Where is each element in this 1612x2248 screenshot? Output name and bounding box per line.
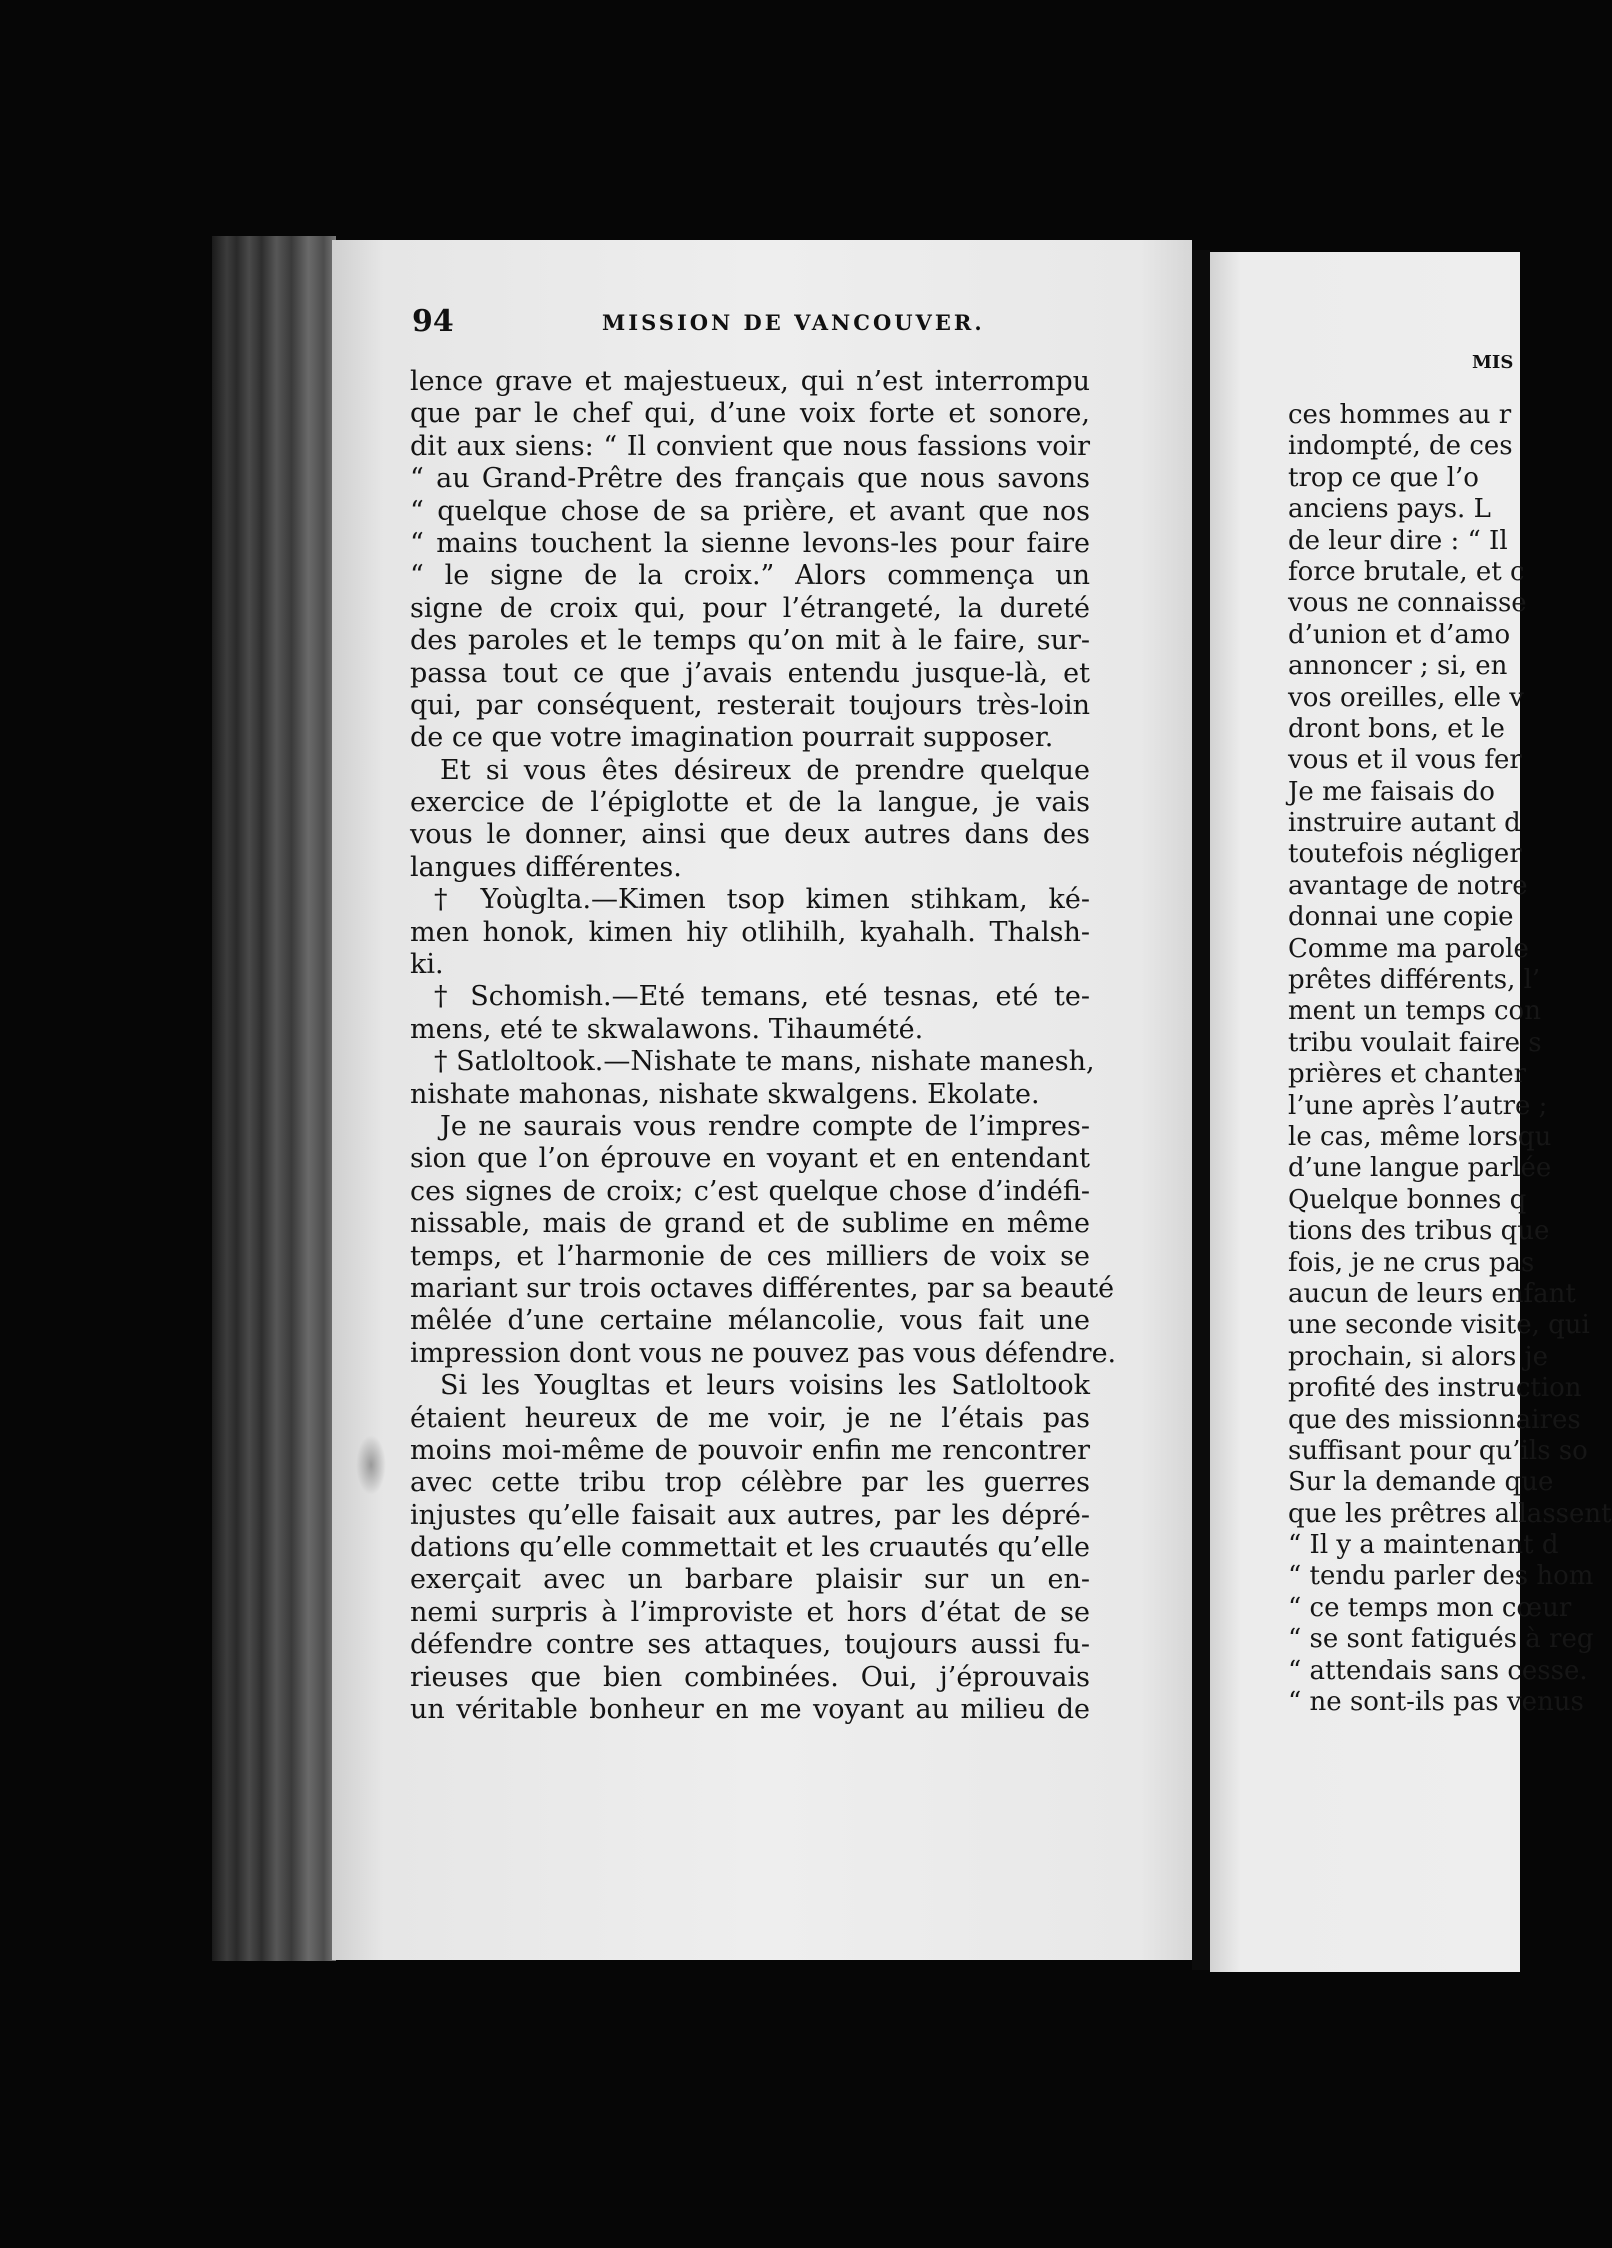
right-text-line: “ tendu parler des hom bbox=[1288, 1561, 1594, 1592]
text-line: dit aux siens: “ Il convient que nous fassions voir bbox=[410, 430, 1090, 462]
text-line: défendre contre ses attaques, toujours aussi fu- bbox=[410, 1629, 1090, 1661]
text-line: langues différentes. bbox=[410, 851, 682, 883]
right-text-line: “ attendais sans cesse. bbox=[1288, 1655, 1588, 1686]
right-text-line: fois, je ne crus pas bbox=[1288, 1247, 1535, 1278]
right-text-line: anciens pays. L bbox=[1288, 494, 1491, 525]
right-text-line: Comme ma parole bbox=[1288, 933, 1529, 964]
right-running-head: MIS bbox=[1472, 352, 1514, 373]
right-text-line: donnai une copie bbox=[1288, 902, 1514, 933]
right-text-line: vos oreilles, elle v bbox=[1288, 682, 1524, 713]
right-text-line: que des missionnaires bbox=[1288, 1404, 1581, 1435]
running-head: MISSION DE VANCOUVER. bbox=[602, 310, 985, 335]
right-text-line: profité des instruction bbox=[1288, 1373, 1582, 1404]
right-text-line: Sur la demande que bbox=[1288, 1467, 1554, 1498]
text-line: injustes qu’elle faisait aux autres, par les dépré- bbox=[410, 1499, 1090, 1531]
right-text-line: l’une après l’autre ; bbox=[1288, 1090, 1548, 1121]
right-text-line: ment un temps con bbox=[1288, 996, 1541, 1027]
text-line: mêlée d’une certaine mélancolie, vous fait une bbox=[410, 1305, 1090, 1337]
right-page bbox=[1210, 252, 1612, 1972]
page-gutter bbox=[1192, 250, 1210, 1970]
right-text-line: indompté, de ces bbox=[1288, 431, 1513, 462]
text-line: “ au Grand-Prêtre des français que nous savons bbox=[410, 463, 1090, 495]
text-line: passa tout ce que j’avais entendu jusque-là, et bbox=[410, 657, 1090, 689]
text-line: de ce que votre imagination pourrait supposer. bbox=[410, 722, 1054, 754]
page-number: 94 bbox=[412, 304, 454, 339]
text-line: † Schomish.—Eté temans, eté tesnas, eté te- bbox=[434, 981, 1090, 1013]
text-line: ki. bbox=[410, 949, 444, 981]
text-line: Si les Yougltas et leurs voisins les Satloltook bbox=[440, 1370, 1090, 1402]
left-page bbox=[332, 240, 1192, 1960]
text-line: dations qu’elle commettait et les cruautés qu’elle bbox=[410, 1532, 1090, 1564]
text-line: Et si vous êtes désireux de prendre quelque bbox=[440, 754, 1090, 786]
right-text-line: prières et chanter bbox=[1288, 1059, 1527, 1090]
body-text bbox=[410, 366, 1117, 1726]
text-line: qui, par conséquent, resterait toujours très-loin bbox=[410, 689, 1090, 721]
right-text-line: dront bons, et le bbox=[1288, 713, 1505, 744]
text-line: † Yoùglta.—Kimen tsop kimen stihkam, ké- bbox=[434, 884, 1090, 916]
right-text-line: d’union et d’amo bbox=[1288, 619, 1511, 650]
right-text-line: tions des tribus que bbox=[1288, 1216, 1550, 1247]
right-text-line: le cas, même lorsqu bbox=[1288, 1121, 1552, 1152]
text-line: étaient heureux de me voir, je ne l’étais pas bbox=[410, 1402, 1090, 1434]
right-text-line: instruire autant d bbox=[1288, 808, 1521, 839]
text-line: signe de croix qui, pour l’étrangeté, la dureté bbox=[410, 592, 1090, 624]
text-line: exercice de l’épiglotte et de la langue, je vais bbox=[410, 787, 1090, 819]
right-text-line: une seconde visite, qui bbox=[1288, 1310, 1590, 1341]
right-text-line: annoncer ; si, en bbox=[1288, 651, 1508, 682]
text-line: que par le chef qui, d’une voix forte et sonore, bbox=[410, 398, 1090, 430]
text-line: “ quelque chose de sa prière, et avant que nos bbox=[410, 495, 1090, 527]
right-text-line: vous et il vous fer bbox=[1288, 745, 1522, 776]
right-text-line: “ se sont fatigués à reg bbox=[1288, 1624, 1594, 1655]
text-line: un véritable bonheur en me voyant au milieu de bbox=[410, 1694, 1090, 1726]
right-body-text bbox=[1288, 400, 1612, 1718]
text-line: “ mains touchent la sienne levons-les pour faire bbox=[410, 527, 1090, 559]
ink-smudge bbox=[356, 1435, 386, 1495]
text-line: sion que l’on éprouve en voyant et en entendant bbox=[410, 1143, 1090, 1175]
text-line: rieuses que bien combinées. Oui, j’éprouvais bbox=[410, 1661, 1090, 1693]
text-line: vous le donner, ainsi que deux autres dans des bbox=[410, 819, 1090, 851]
right-text-line: suffisant pour qu’ils so bbox=[1288, 1435, 1588, 1466]
text-line: nissable, mais de grand et de sublime en même bbox=[410, 1208, 1090, 1240]
right-text-line: ces hommes au r bbox=[1288, 400, 1512, 430]
text-line: ces signes de croix; c’est quelque chose d’indéfi- bbox=[410, 1175, 1090, 1207]
text-line: mens, eté te skwalawons. Tihaumété. bbox=[410, 1013, 924, 1045]
text-line: avec cette tribu trop célèbre par les guerres bbox=[410, 1467, 1090, 1499]
text-line: mariant sur trois octaves différentes, par sa beauté bbox=[410, 1272, 1115, 1304]
right-text-line: Je me faisais do bbox=[1288, 776, 1495, 807]
right-text-line: trop ce que l’o bbox=[1288, 462, 1479, 493]
right-text-line: aucun de leurs enfant bbox=[1288, 1278, 1576, 1309]
right-text-line: tribu voulait faire s bbox=[1288, 1027, 1542, 1058]
text-line: exerçait avec un barbare plaisir sur un en- bbox=[410, 1564, 1090, 1596]
text-line: “ le signe de la croix.” Alors commença un bbox=[410, 560, 1090, 592]
right-text-line: toutefois négliger bbox=[1288, 839, 1522, 870]
right-text-line: vous ne connaisse bbox=[1288, 588, 1527, 619]
text-line: lence grave et majestueux, qui n’est interrompu bbox=[410, 366, 1090, 397]
right-text-line: “ ne sont-ils pas venus bbox=[1288, 1687, 1584, 1718]
right-text-line: “ ce temps mon cœur bbox=[1288, 1592, 1572, 1623]
right-text-line: avantage de notre bbox=[1288, 870, 1528, 901]
right-text-line: force brutale, et c bbox=[1288, 556, 1525, 587]
text-line: Je ne saurais vous rendre compte de l’impres- bbox=[440, 1110, 1090, 1142]
text-line: des paroles et le temps qu’on mit à le faire, sur- bbox=[410, 625, 1090, 657]
right-text-line: que les prêtres allassent bbox=[1288, 1498, 1612, 1529]
right-text-line: “ Il y a maintenant d bbox=[1288, 1530, 1559, 1561]
text-line: nishate mahonas, nishate skwalgens. Ekolate. bbox=[410, 1078, 1040, 1110]
right-text-line: de leur dire : “ Il bbox=[1288, 525, 1508, 556]
right-text-line: d’une langue parlée bbox=[1288, 1153, 1552, 1184]
text-line: impression dont vous ne pouvez pas vous défendre. bbox=[410, 1337, 1117, 1369]
right-text-line: Quelque bonnes q bbox=[1288, 1184, 1527, 1215]
right-text-line: prochain, si alors je bbox=[1288, 1341, 1548, 1372]
right-text-line: prêtes différents, l’ bbox=[1288, 965, 1541, 996]
text-line: men honok, kimen hiy otlihilh, kyahalh. Thalsh- bbox=[410, 916, 1090, 948]
text-line: nemi surpris à l’improviste et hors d’état de se bbox=[410, 1596, 1090, 1628]
text-line: temps, et l’harmonie de ces milliers de voix se bbox=[410, 1240, 1090, 1272]
text-line: moins moi-même de pouvoir enfin me rencontrer bbox=[410, 1434, 1090, 1466]
text-line: † Satloltook.—Nishate te mans, nishate manesh, bbox=[434, 1046, 1095, 1078]
book-page-edge bbox=[212, 236, 336, 1961]
